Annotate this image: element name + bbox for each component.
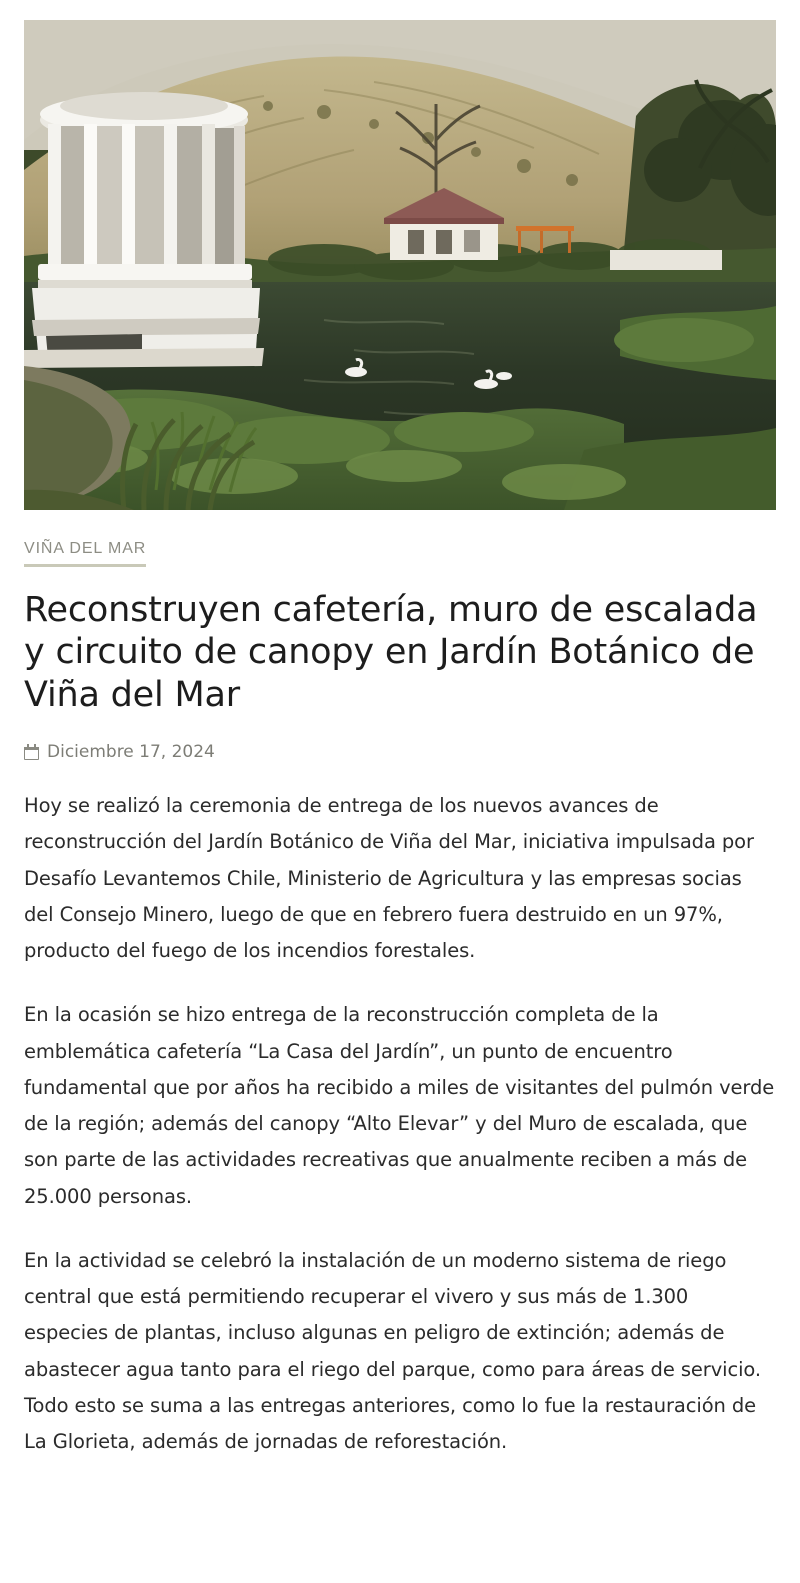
article-date-label: Diciembre 17, 2024 [47,742,215,763]
article-paragraph: En la ocasión se hizo entrega de la reconstrucción completa de la emblemática cafetería “La Casa del Jardín”, un punto de encuentro fundamental que por años ha recibido a miles de visitantes del pulmón verde de la región; además del canopy “Alto Elevar” y del Muro de escalada, que son parte de las actividades recreativas que anualmente reciben a más de 25.000 personas. [24,1003,775,1208]
page-title: Reconstruyen cafetería, muro de escalada y circuito de canopy en Jardín Botánico de Viña del Mar [24,590,758,715]
calendar-icon [24,744,39,760]
article-category[interactable] [24,540,146,567]
hero-photo-botanical-garden [24,20,776,510]
article-date [24,742,776,762]
article-body [24,788,776,1461]
hero-illustration [24,20,776,510]
article-category-label: VIÑA DEL MAR [24,540,147,557]
article-paragraph: En la actividad se celebró la instalación de un moderno sistema de riego central que está permitiendo recuperar el vivero y sus más de 1.300 especies de plantas, incluso algunas en peligro de extinción; además de abastecer agua tanto para el riego del parque, como para áreas de servicio. Todo esto se suma a las entregas anteriores, como lo fue la restauración de La Glorieta, además de jornadas de reforestación. [24,1248,761,1454]
article-paragraph: Hoy se realizó la ceremonia de entrega de los nuevos avances de reconstrucción del Jardín Botánico de Viña del Mar, iniciativa impulsada por Desafío Levantemos Chile, Ministerio de Agricultura y las empresas socias del Consejo Minero, luego de que en febrero fuera destruido en un 97%, producto del fuego de los incendios forestales. [24,794,754,963]
